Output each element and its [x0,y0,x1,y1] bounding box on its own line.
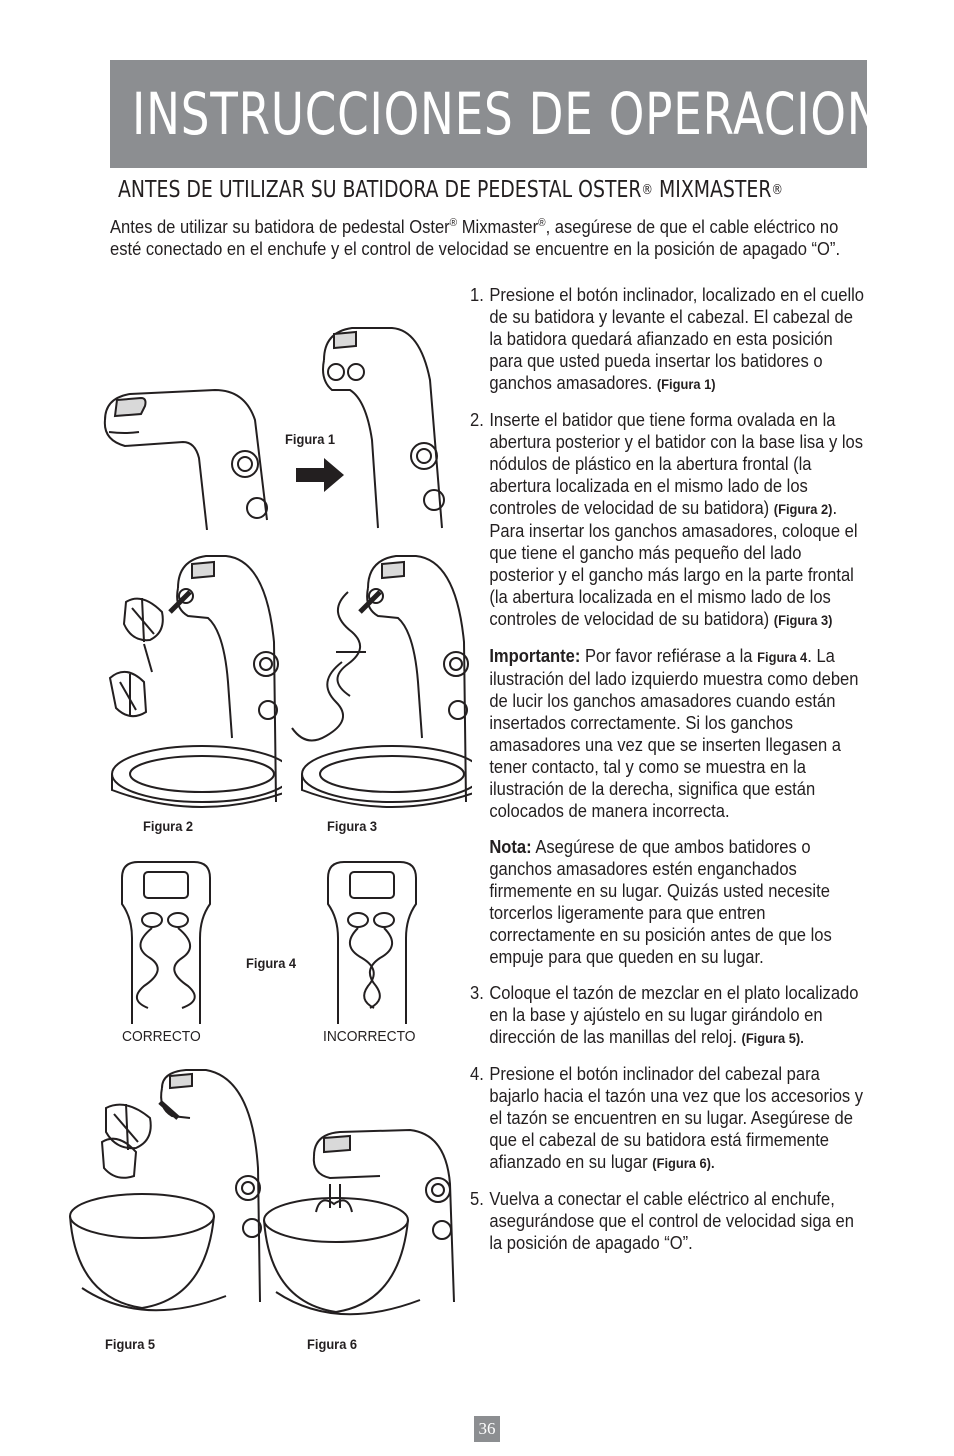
step-5-text: Vuelva a conectar el cable eléctrico al enchufe, asegurándose que el control de velocidad siga en la posición de apagado “O”. [489,1189,854,1253]
incorrect-label: INCORRECTO [323,1028,416,1045]
intro-text-3: , asegúrese de que el cable eléctrico no esté conectado en el enchufe y el control de velocidad se encuentre en la posición de apagado “O”. [110,217,841,259]
section-heading [118,176,783,204]
step-3 [470,982,867,1049]
registered-mark: ® [538,217,546,229]
step-text [489,1063,867,1174]
figure-6-label: Figura 6 [307,1336,358,1352]
step-1 [470,284,867,395]
intro-text-1: Antes de utilizar su batidora de pedestal Oster [110,217,450,237]
figure-4-label: Figura 4 [246,955,297,971]
correct-label: CORRECTO [122,1028,201,1045]
figure-3-dough-hooks-illustration [286,552,472,814]
step-4-text: Presione el botón inclinador del cabezal para bajarlo hacia el tazón una vez que los accesorios y el tazón se encuentren en su lugar. Asegúrese de que el cabezal de su batidora está firmemente afianzado en su lugar [489,1064,864,1172]
step-4 [470,1063,867,1174]
step-2 [470,409,867,631]
registered-mark: ® [641,182,653,198]
step-3-text: Coloque el tazón de mezclar en el plato localizado en la base y ajústelo en su lugar girándolo en dirección de las manillas del reloj. [489,983,859,1047]
figure-reference: Figura 4 [757,649,808,665]
step-2-text-b: . Para insertar los ganchos amasadores, coloque el que tiene el gancho más pequeño del lado posterior y el gancho más largo en la parte frontal (la abertura localizada en el mismo lado de los controles de velocidad de su batidora) [489,498,858,629]
intro-paragraph [110,216,870,260]
figure-1-mixer-raised-illustration [312,320,452,530]
step-number: 1. [470,285,484,305]
importante-note [489,645,867,822]
section-heading-brand: MIXMASTER [652,177,772,203]
figure-2-beaters-illustration [96,552,282,814]
step-number: 5. [470,1189,484,1209]
importante-text-a: Por favor refiérase a la [580,646,758,666]
step-number: 3. [470,983,484,1003]
figure-2-label: Figura 2 [143,818,194,834]
figure-4-incorrect-hooks-illustration [322,858,422,1026]
figure-1-mixer-closed-illustration [95,380,275,530]
step-text [489,284,867,395]
figure-reference: (Figura 2) [773,501,833,517]
importante-text-b: . La ilustración del lado izquierdo muestra como deben de lucir los ganchos amasadores cuando están insertados correctamente. Si los ganchos amasadores una vez que se inserten llegasen a tener contacto, tal y como se muestra en la ilustración de la derecha, significa que están colocados de manera incorrecta. [489,646,859,821]
figure-4-correct-hooks-illustration [116,858,216,1026]
nota-label: Nota: [489,837,532,857]
nota-text: Asegúrese de que ambos batidores o ganchos amasadores estén enganchados firmemente en su lugar. Quizás usted necesite torcerlos ligeramente para que entren correctamente en su posición antes de que los empuje para que queden en su lugar. [489,837,832,967]
step-5 [470,1188,867,1254]
intro-text-2: Mixmaster [457,217,539,237]
step-text [489,409,867,631]
figure-5-bowl-illustration [66,1068,266,1338]
figure-reference: (Figura 5). [741,1030,804,1046]
steps-list [470,284,867,1268]
figure-5-label: Figura 5 [105,1336,156,1352]
figure-reference: (Figura 3) [773,612,833,628]
step-1-text: Presione el botón inclinador, localizado en el cuello de su batidora y levante el cabezal. El cabezal de la batidora quedará afianzado en esta posición para que usted pueda insertar los batidores o ganchos amasadores. [489,285,865,393]
nota-note [489,836,867,968]
title-banner [110,60,882,168]
importante-label: Importante: [489,646,581,666]
registered-mark: ® [449,217,458,229]
page-number: 36 [474,1416,500,1442]
step-2-text-a: Inserte el batidor que tiene forma ovalada en la abertura posterior y el batidor con la base lisa y los nódulos de plástico en la abertura frontal (la abertura localizada en el mismo lado de los controles de velocidad de su batidora) [489,410,864,518]
section-heading-text: ANTES DE UTILIZAR SU BATIDORA DE PEDESTAL OSTER [118,177,642,203]
figure-reference: (Figura 6). [652,1155,715,1171]
figure-reference: (Figura 1) [656,376,716,392]
figure-1-label: Figura 1 [285,431,336,447]
step-number: 2. [470,410,484,430]
figure-6-head-lowered-illustration [260,1124,460,1338]
page-title: INSTRUCCIONES DE OPERACION [132,80,882,148]
figure-3-label: Figura 3 [327,818,378,834]
step-text [489,982,867,1049]
registered-mark: ® [771,182,783,198]
step-number: 4. [470,1064,484,1084]
